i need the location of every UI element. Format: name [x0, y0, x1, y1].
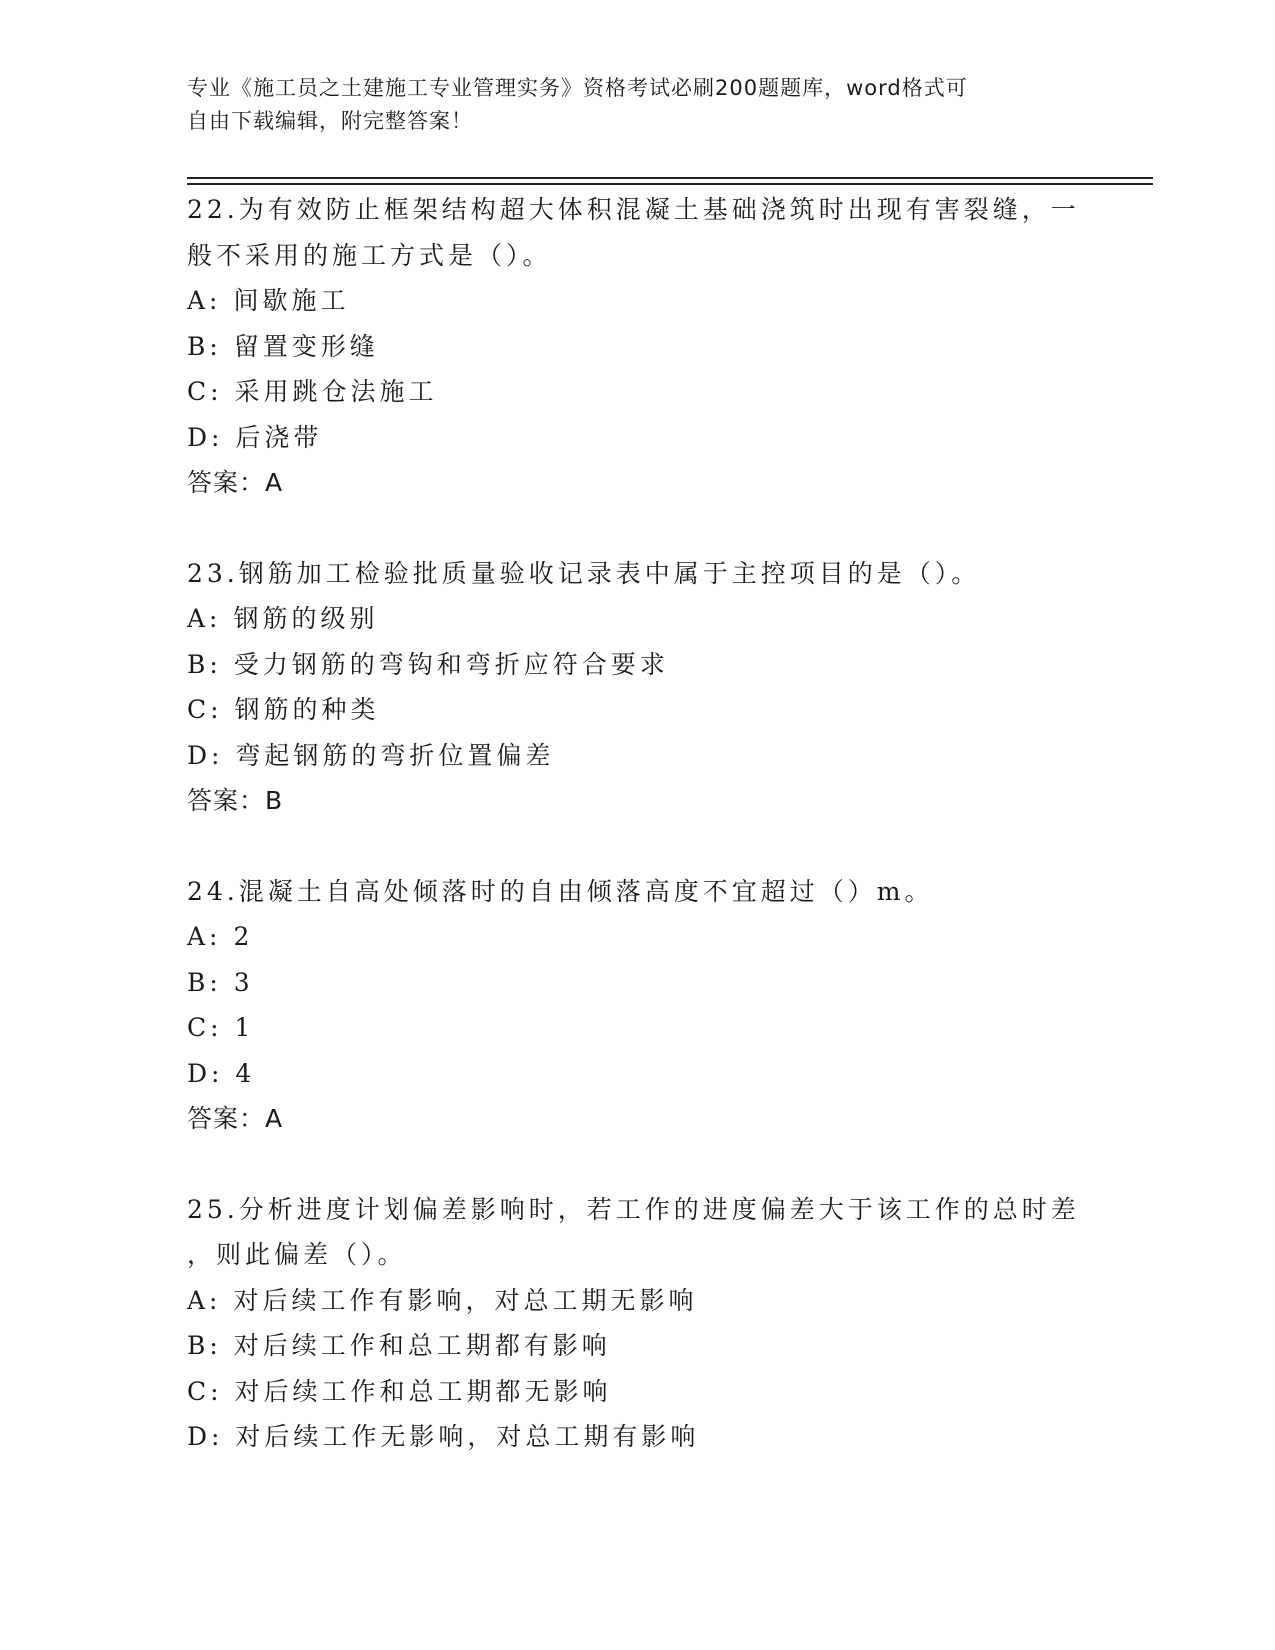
question-24	[187, 869, 1087, 1142]
question-stem-line: ，则此偏差（）。	[187, 1240, 407, 1269]
question-stem-line: 23.钢筋加工检验批质量验收记录表中属于主控项目的是（）。	[187, 558, 981, 588]
option-text: 受力钢筋的弯钩和弯折应符合要求	[233, 649, 669, 679]
option-c	[187, 687, 1087, 733]
option-a	[187, 914, 1087, 960]
option-letter: C:	[187, 1376, 223, 1406]
option-b	[187, 960, 1087, 1006]
question-spacer	[187, 1142, 1087, 1187]
option-letter: B:	[187, 331, 222, 361]
question-list	[187, 187, 1087, 1460]
question-stem-line: 22.为有效防止框架结构超大体积混凝土基础浇筑时出现有害裂缝，一	[187, 195, 1080, 224]
question-23	[187, 551, 1087, 824]
option-text: 弯起钢筋的弯折位置偏差	[235, 740, 555, 770]
option-c	[187, 1369, 1087, 1415]
option-text: 间歇施工	[233, 286, 350, 315]
option-c	[187, 369, 1087, 415]
option-text: 对后续工作有影响，对总工期无影响	[233, 1285, 698, 1315]
option-letter: B:	[187, 967, 222, 997]
question-stem-line: 24.混凝土自高处倾落时的自由倾落高度不宜超过（）m。	[187, 876, 934, 906]
option-d	[187, 415, 1087, 461]
option-letter: D:	[187, 1422, 224, 1451]
question-stem-line: 25.分析进度计划偏差影响时，若工作的进度偏差大于该工作的总时差	[187, 1194, 1080, 1224]
option-letter: B:	[187, 1331, 222, 1360]
option-letter: A:	[187, 1285, 222, 1315]
option-text: 4	[235, 1058, 256, 1088]
option-letter: D:	[187, 422, 224, 452]
option-text: 3	[233, 967, 254, 997]
option-text: 钢筋的级别	[233, 604, 379, 633]
option-b	[187, 642, 1087, 688]
option-text: 对后续工作无影响，对总工期有影响	[235, 1422, 700, 1451]
question-spacer	[187, 506, 1087, 551]
document-header	[187, 72, 1067, 138]
answer-line: 答案：A	[187, 468, 284, 497]
option-text: 采用跳仓法施工	[234, 377, 438, 406]
option-letter: C:	[187, 1013, 223, 1042]
answer-line: 答案：A	[187, 1104, 284, 1133]
option-text: 2	[233, 922, 254, 951]
option-a	[187, 278, 1087, 324]
option-text: 对后续工作和总工期都无影响	[234, 1376, 612, 1406]
option-letter: C:	[187, 377, 223, 406]
header-divider-bottom	[187, 183, 1153, 185]
option-c	[187, 1005, 1087, 1051]
option-d	[187, 733, 1087, 779]
option-a	[187, 596, 1087, 642]
header-divider-top	[187, 177, 1153, 179]
option-a	[187, 1278, 1087, 1324]
option-letter: B:	[187, 649, 222, 679]
option-letter: A:	[187, 922, 222, 951]
option-letter: D:	[187, 1058, 224, 1088]
question-25	[187, 1187, 1087, 1460]
option-text: 后浇带	[235, 422, 323, 452]
option-text: 对后续工作和总工期都有影响	[233, 1331, 611, 1360]
option-letter: A:	[187, 604, 222, 633]
question-22	[187, 187, 1087, 506]
answer-line: 答案：B	[187, 786, 284, 815]
option-text: 1	[234, 1013, 255, 1042]
option-letter: D:	[187, 740, 224, 770]
option-b	[187, 324, 1087, 370]
option-letter: A:	[187, 286, 222, 315]
option-text: 留置变形缝	[233, 331, 379, 361]
header-title-line-1: 专业《施工员之土建施工专业管理实务》资格考试必刷200题题库，word格式可	[187, 76, 968, 100]
option-d	[187, 1414, 1087, 1460]
option-b	[187, 1323, 1087, 1369]
option-letter: C:	[187, 695, 223, 724]
header-title-line-2: 自由下载编辑，附完整答案！	[187, 109, 473, 133]
option-text: 钢筋的种类	[234, 695, 380, 724]
question-stem-line: 般不采用的施工方式是（）。	[187, 240, 552, 270]
question-spacer	[187, 824, 1087, 869]
option-d	[187, 1051, 1087, 1097]
